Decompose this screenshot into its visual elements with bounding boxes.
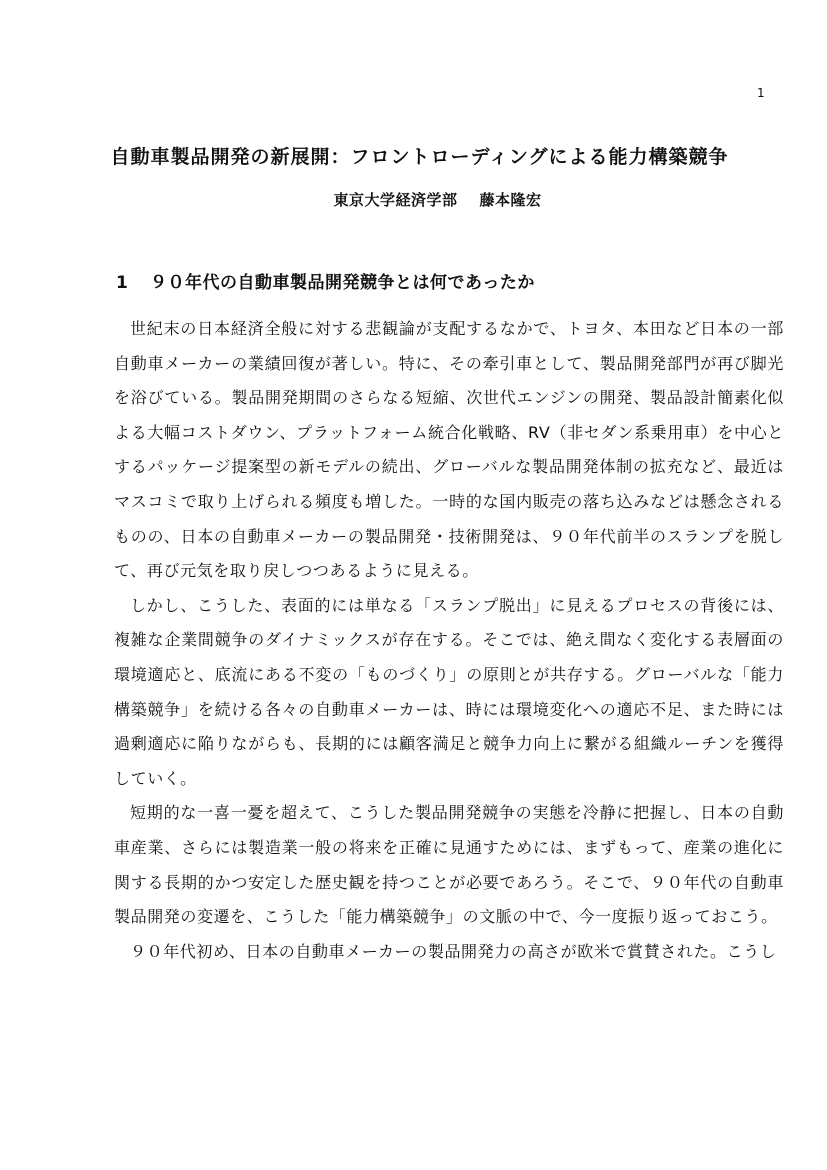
paragraph: 短期的な一喜一憂を超えて、こうした製品開発競争の実態を冷静に把握し、日本の自動車産業、さらには製造業一般の将来を正確に見通すためには、まずもって、産業の進化に関する長期的かつ安定した歴史観を持つことが必要であろう。そこで、９０年代の自動車製品開発の変遷を、こうした「能力構築競争」の文脈の中で、今一度振り返っておこう。 bbox=[114, 803, 784, 927]
author-name: 藤本隆宏 bbox=[479, 191, 542, 209]
author-line bbox=[0, 189, 827, 210]
section-number: 1 bbox=[116, 273, 129, 293]
section-title: ９０年代の自動車製品開発競争とは何であったか bbox=[150, 273, 535, 293]
paragraph: ９０年代初め、日本の自動車メーカーの製品開発力の高さが欧米で賞賛された。こうし bbox=[130, 941, 777, 961]
paragraph: 世紀末の日本経済全般に対する悲観論が支配するなかで、トヨタ、本田など日本の一部自動車メーカーの業績回復が著しい。特に、その牽引車として、製品開発部門が再び脚光を浴びている。製品開発期間のさらなる短縮、次世代エンジンの開発、製品設計簡素化似よる大幅コストダウン、プラットフォーム統合化戦略、RV（非セダン系乗用車）を中心とするパッケージ提案型の新モデルの続出、グローバルな製品開発体制の拡充など、最近はマスコミで取り上げられる頻度も増した。一時的な国内販売の落ち込みなどは懸念されるものの、日本の自動車メーカーの製品開発・技術開発は、９０年代前半のスランプを脱して、再び元気を取り戻しつつあるように見える。 bbox=[114, 319, 784, 581]
author-affiliation: 東京大学経済学部 bbox=[333, 191, 458, 209]
page-number: 1 bbox=[757, 86, 765, 100]
paragraph: しかし、こうした、表面的には単なる「スランプ脱出」に見えるプロセスの背後には、複雑な企業間競争のダイナミックスが存在する。そこでは、絶え間なく変化する表層面の環境適応と、底流にある不変の「ものづくり」の原則とが共存する。グローバルな「能力構築競争」を続ける各々の自動車メーカーは、時には環境変化への適応不足、また時には過剰適応に陥りながらも、長期的には顧客満足と競争力向上に繋がる組織ルーチンを獲得していく。 bbox=[114, 595, 784, 788]
section-heading bbox=[116, 268, 535, 293]
body-text bbox=[114, 312, 784, 969]
paper-title: 自動車製品開発の新展開：フロントローディングによる能力構築競争 bbox=[110, 146, 729, 168]
